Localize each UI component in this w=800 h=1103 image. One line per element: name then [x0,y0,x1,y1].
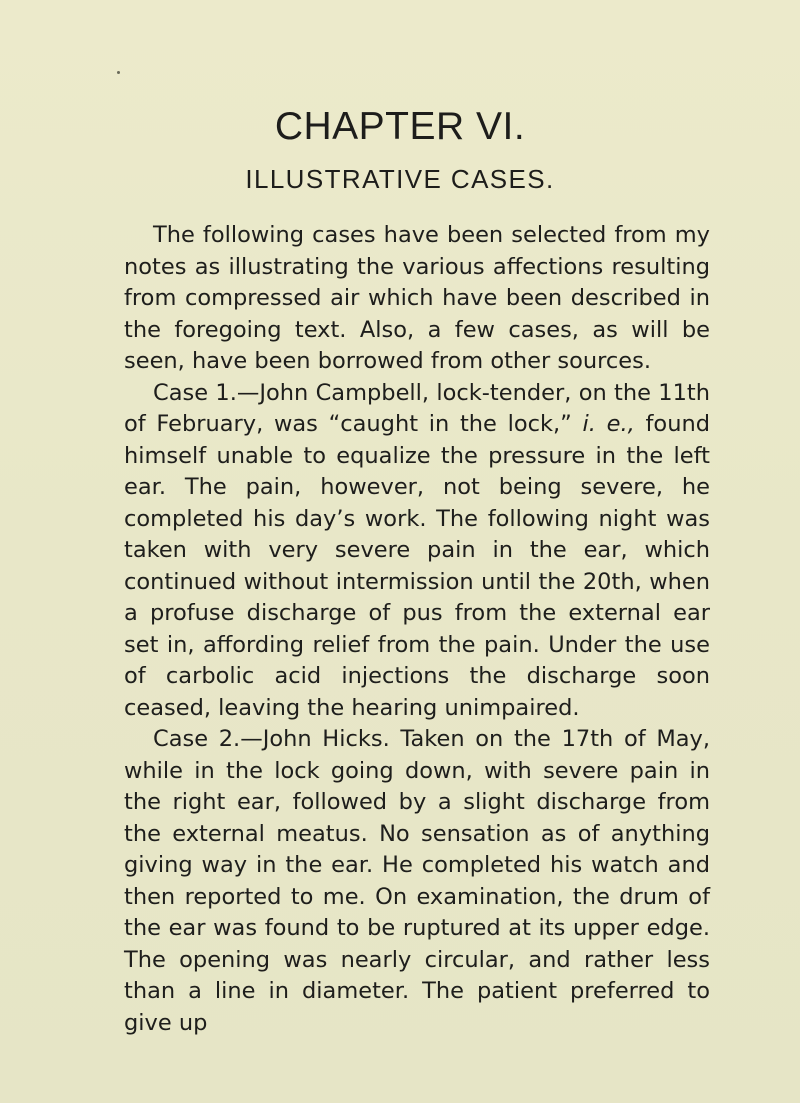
body-text [124,220,710,1039]
case-1-ie: i. e., [582,411,635,437]
case-1-text-a: Case 1.—John Campbell, lock-tender, on the 11th of February, was “caught in the lock,” [124,379,710,437]
paper-speck [117,71,120,74]
chapter-title: CHAPTER VI. [274,105,526,148]
section-title: ILLUSTRATIVE CASES. [245,164,555,194]
case-2-paragraph: Case 2.—John Hicks. Taken on the 17th of May, while in the lock going down, with severe pain in the right ear, followed by a slight discharge from the external meatus. No sensation as of anything giving way in the ear. He completed his watch and then reported to me. On examination, the drum of the ear was found to be ruptured at its upper edge. The opening was nearly circular, and rather less than a line in diameter. The patient preferred to give up [124,726,710,1036]
intro-paragraph: The following cases have been selected from my notes as illustrating the various affections resulting from compressed air which have been described in the foregoing text. Also, a few cases, as will be seen, have been borrowed from other sources. [124,222,710,374]
case-1-paragraph [124,378,710,725]
case-1-text-b: found himself unable to equalize the pressure in the left ear. The pain, however, not being severe, he completed his day’s work. The following night was taken with very severe pain in the ear, which continued without intermission until the 20th, when a profuse discharge of pus from the external ear set in, affording relief from the pain. Under the use of carbolic acid injections the discharge soon ceased, leaving the hearing unimpaired. [124,411,710,721]
